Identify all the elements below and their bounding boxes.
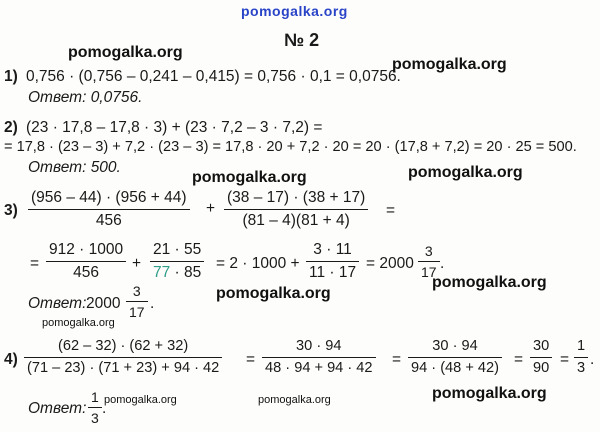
denominator: 11 · 17 [306,261,359,281]
highlighted-77: 77 [153,263,171,281]
equals-sign: = [386,202,396,219]
watermark: pomogalka.org [258,394,331,406]
problem-1-number: 1) [4,68,18,85]
numerator: (956 – 44) · (956 + 44) [31,189,187,206]
page-title: № 2 [284,30,320,50]
denominator [150,261,204,281]
watermark: pomogalka.org [432,274,547,291]
numerator: 30 [533,338,550,354]
problem-2-line2: = 17,8 · (23 – 3) + 7,2 · (23 – 3) = 17,8 · 20 + 7,2 · 20 = 20 · (17,8 + 7,2) = 20 · 25 = 500. [4,139,577,155]
numerator: 3 · 11 [313,241,352,258]
equals-sign: = [246,351,256,368]
watermark: pomogalka.org [432,385,547,402]
numerator: 3 [424,243,433,259]
numerator: 1 [577,338,586,354]
watermark-top: pomogalka.org [241,3,348,19]
denominator-rest: · 85 [170,263,202,281]
problem-4-fraction-1 [24,339,222,375]
denominator: (81 – 4)(81 + 4) [224,209,368,229]
period: . [440,255,445,272]
numerator: 1 [91,389,99,405]
plus-sign: + [206,200,216,217]
problem-3-fraction-1 [28,190,190,228]
period: . [590,351,595,368]
denominator: 17 [418,261,440,279]
watermark: pomogalka.org [42,317,115,329]
equals-sign: = [30,255,40,272]
problem-4-answer-fraction [88,390,102,425]
denominator: 456 [28,209,190,229]
problem-3-number: 3) [4,202,18,219]
problem-3-fraction-4 [150,242,204,280]
problem-3-mixed-fraction [418,244,440,279]
problem-2-number: 2) [4,119,18,136]
numerator: 21 · 55 [153,241,202,258]
equals-sign: = [514,351,524,368]
numerator: 912 · 1000 [49,241,124,258]
numerator: (62 – 32) · (62 + 32) [58,338,189,354]
watermark: pomogalka.org [392,56,507,73]
denominator: 3 [574,357,588,376]
problem-3-fraction-3 [46,242,126,280]
denominator: 90 [530,357,552,376]
problem-4-number: 4) [4,351,18,368]
watermark: pomogalka.org [192,169,307,186]
denominator: 3 [88,407,102,425]
denominator: 48 · 94 + 94 · 42 [262,357,376,376]
problem-2-line1: (23 · 17,8 – 17,8 · 3) + (23 · 7,2 – 3 · 7,2) = [26,119,323,136]
numerator: 3 [132,283,141,299]
denominator: 94 · (48 + 42) [408,357,502,376]
denominator: 17 [126,301,148,319]
denominator: 456 [46,261,126,281]
equals-sign: = [392,351,402,368]
problem-4-fraction-5 [574,339,588,375]
watermark: pomogalka.org [216,285,331,302]
watermark: pomogalka.org [104,394,177,406]
problem-4-fraction-2 [262,339,376,375]
period: . [150,295,155,312]
numerator: 30 · 94 [296,338,342,354]
problem-3-fraction-5 [306,242,359,280]
problem-3-middle: = 2 · 1000 + [216,255,300,272]
problem-3-answer-integer: 2000 [86,295,121,312]
equals-sign: = [560,351,570,368]
problem-4-fraction-4 [530,339,552,375]
problem-1-expression: 0,756 · (0,756 – 0,241 – 0,415) = 0,756 · 0,1 = 0,0756. [26,68,401,85]
problem-4-answer-label: Ответ: [28,400,87,417]
plus-sign: + [132,255,142,272]
problem-4-fraction-3 [408,339,502,375]
problem-3-answer-label: Ответ: [28,295,87,312]
watermark: pomogalka.org [408,164,523,181]
denominator: (71 – 23) · (71 + 23) + 94 · 42 [24,357,222,376]
numerator: (38 – 17) · (38 + 17) [227,189,366,206]
problem-2-answer: Ответ: 500. [28,159,121,176]
problem-3-result: = 2000 [366,255,414,272]
problem-3-fraction-2 [224,190,368,228]
problem-3-answer-fraction [126,284,148,319]
numerator: 30 · 94 [432,338,478,354]
period: . [102,400,107,417]
watermark: pomogalka.org [68,44,183,61]
problem-1-answer: Ответ: 0,0756. [28,89,143,106]
